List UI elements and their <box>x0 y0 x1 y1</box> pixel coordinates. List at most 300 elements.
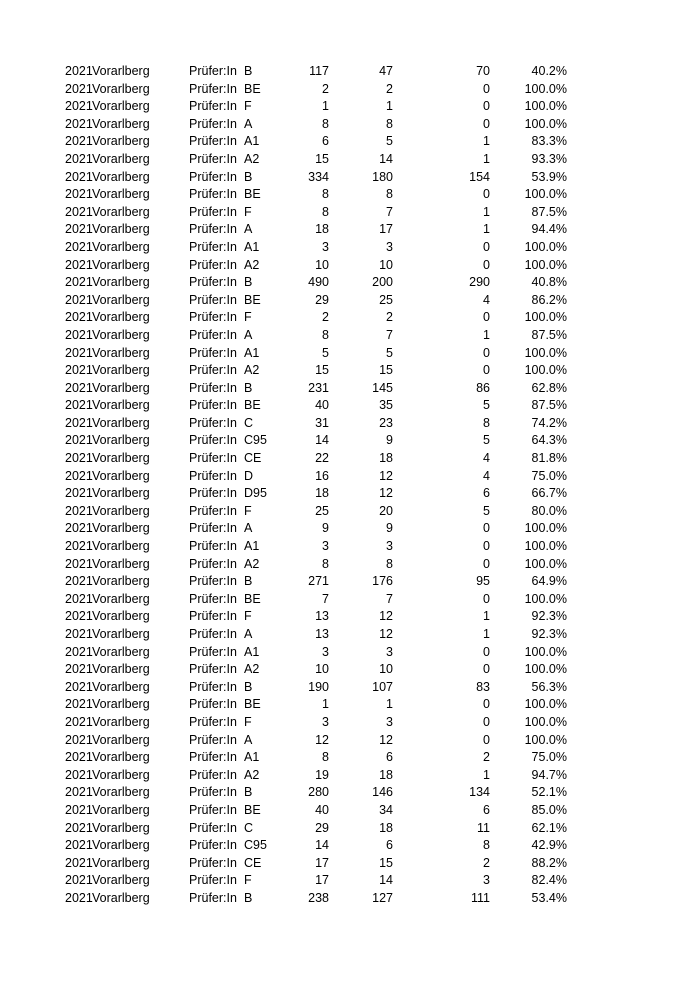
role-cell: Prüfer:In <box>189 239 237 254</box>
table-row <box>0 380 700 398</box>
table-row <box>0 221 700 239</box>
table-row <box>0 397 700 415</box>
failed-count-cell: 0 <box>483 81 490 96</box>
table-row <box>0 98 700 116</box>
license-class-cell: B <box>244 169 253 184</box>
passed-count-cell: 8 <box>386 556 393 571</box>
year-cell: 2021 <box>65 556 93 571</box>
year-cell: 2021 <box>65 486 93 501</box>
region-cell: Vorarlberg <box>92 486 150 501</box>
failed-count-cell: 86 <box>476 380 490 395</box>
license-class-cell: A1 <box>244 134 260 149</box>
total-count-cell: 8 <box>322 327 329 342</box>
year-cell: 2021 <box>65 81 93 96</box>
total-count-cell: 5 <box>322 345 329 360</box>
pass-rate-cell: 100.0% <box>524 81 567 96</box>
total-count-cell: 10 <box>315 662 329 677</box>
license-class-cell: C95 <box>244 838 267 853</box>
passed-count-cell: 145 <box>372 380 393 395</box>
table-row <box>0 802 700 820</box>
total-count-cell: 2 <box>322 310 329 325</box>
passed-count-cell: 7 <box>386 591 393 606</box>
total-count-cell: 17 <box>315 855 329 870</box>
year-cell: 2021 <box>65 468 93 483</box>
total-count-cell: 10 <box>315 257 329 272</box>
year-cell: 2021 <box>65 609 93 624</box>
role-cell: Prüfer:In <box>189 662 237 677</box>
license-class-cell: A2 <box>244 662 260 677</box>
year-cell: 2021 <box>65 697 93 712</box>
pass-rate-cell: 81.8% <box>531 451 567 466</box>
failed-count-cell: 0 <box>483 116 490 131</box>
total-count-cell: 15 <box>315 363 329 378</box>
total-count-cell: 8 <box>322 750 329 765</box>
year-cell: 2021 <box>65 838 93 853</box>
role-cell: Prüfer:In <box>189 767 237 782</box>
failed-count-cell: 111 <box>470 890 490 905</box>
role-cell: Prüfer:In <box>189 81 237 96</box>
pass-rate-cell: 100.0% <box>524 556 567 571</box>
failed-count-cell: 290 <box>469 275 490 290</box>
failed-count-cell: 1 <box>483 204 490 219</box>
license-class-cell: C <box>244 415 254 430</box>
license-class-cell: F <box>244 310 252 325</box>
total-count-cell: 40 <box>315 398 329 413</box>
license-class-cell: A2 <box>244 556 260 571</box>
pass-rate-cell: 100.0% <box>524 310 567 325</box>
year-cell: 2021 <box>65 644 93 659</box>
passed-count-cell: 15 <box>379 363 393 378</box>
region-cell: Vorarlberg <box>92 275 150 290</box>
license-class-cell: A1 <box>244 644 260 659</box>
passed-count-cell: 7 <box>386 327 393 342</box>
failed-count-cell: 6 <box>483 802 490 817</box>
passed-count-cell: 3 <box>386 714 393 729</box>
year-cell: 2021 <box>65 292 93 307</box>
license-class-cell: A1 <box>244 539 260 554</box>
region-cell: Vorarlberg <box>92 767 150 782</box>
total-count-cell: 3 <box>322 539 329 554</box>
year-cell: 2021 <box>65 732 93 747</box>
failed-count-cell: 0 <box>483 99 490 114</box>
license-class-cell: B <box>244 785 253 800</box>
role-cell: Prüfer:In <box>189 151 237 166</box>
year-cell: 2021 <box>65 345 93 360</box>
year-cell: 2021 <box>65 503 93 518</box>
pass-rate-cell: 100.0% <box>524 363 567 378</box>
total-count-cell: 490 <box>308 275 329 290</box>
total-count-cell: 117 <box>309 64 329 78</box>
region-cell: Vorarlberg <box>92 363 150 378</box>
total-count-cell: 8 <box>322 116 329 131</box>
table-row <box>0 644 700 662</box>
table-row <box>0 450 700 468</box>
pass-rate-cell: 80.0% <box>531 503 567 518</box>
region-cell: Vorarlberg <box>92 187 150 202</box>
passed-count-cell: 12 <box>379 468 393 483</box>
year-cell: 2021 <box>65 99 93 114</box>
total-count-cell: 31 <box>315 415 329 430</box>
table-row <box>0 63 700 81</box>
pass-rate-cell: 100.0% <box>524 591 567 606</box>
year-cell: 2021 <box>65 539 93 554</box>
passed-count-cell: 5 <box>386 345 393 360</box>
failed-count-cell: 0 <box>483 187 490 202</box>
table-row <box>0 538 700 556</box>
total-count-cell: 17 <box>315 873 329 888</box>
failed-count-cell: 0 <box>483 363 490 378</box>
table-row <box>0 186 700 204</box>
table-row <box>0 784 700 802</box>
table-row <box>0 257 700 275</box>
role-cell: Prüfer:In <box>189 275 237 290</box>
total-count-cell: 271 <box>308 574 329 589</box>
year-cell: 2021 <box>65 785 93 800</box>
pass-rate-cell: 86.2% <box>531 292 567 307</box>
pass-rate-cell: 40.2% <box>531 64 567 78</box>
pass-rate-cell: 53.9% <box>531 169 567 184</box>
table-row <box>0 415 700 433</box>
pass-rate-cell: 74.2% <box>531 415 567 430</box>
pass-rate-cell: 100.0% <box>524 714 567 729</box>
year-cell: 2021 <box>65 627 93 641</box>
total-count-cell: 40 <box>315 802 329 817</box>
role-cell: Prüfer:In <box>189 257 237 272</box>
total-count-cell: 8 <box>322 204 329 219</box>
license-class-cell: A <box>244 222 253 237</box>
role-cell: Prüfer:In <box>189 644 237 659</box>
license-class-cell: B <box>244 380 253 395</box>
region-cell: Vorarlberg <box>92 609 150 624</box>
failed-count-cell: 95 <box>476 574 490 589</box>
total-count-cell: 22 <box>315 451 329 466</box>
region-cell: Vorarlberg <box>92 327 150 342</box>
failed-count-cell: 0 <box>483 714 490 729</box>
role-cell: Prüfer:In <box>189 503 237 518</box>
region-cell: Vorarlberg <box>92 750 150 765</box>
passed-count-cell: 127 <box>372 890 393 905</box>
year-cell: 2021 <box>65 134 93 149</box>
year-cell: 2021 <box>65 380 93 395</box>
year-cell: 2021 <box>65 151 93 166</box>
total-count-cell: 1 <box>322 99 329 114</box>
total-count-cell: 15 <box>315 151 329 166</box>
region-cell: Vorarlberg <box>92 380 150 395</box>
pass-rate-cell: 92.3% <box>531 627 567 641</box>
pass-rate-cell: 100.0% <box>524 116 567 131</box>
table-row <box>0 485 700 503</box>
role-cell: Prüfer:In <box>189 714 237 729</box>
table-row <box>0 732 700 750</box>
failed-count-cell: 11 <box>477 820 490 835</box>
passed-count-cell: 25 <box>379 292 393 307</box>
failed-count-cell: 0 <box>483 239 490 254</box>
role-cell: Prüfer:In <box>189 591 237 606</box>
table-row <box>0 679 700 697</box>
total-count-cell: 13 <box>315 609 329 624</box>
year-cell: 2021 <box>65 310 93 325</box>
license-class-cell: A <box>244 116 253 131</box>
pass-rate-cell: 87.5% <box>531 398 567 413</box>
pass-rate-cell: 87.5% <box>531 204 567 219</box>
region-cell: Vorarlberg <box>92 556 150 571</box>
total-count-cell: 190 <box>308 679 329 694</box>
table-row <box>0 837 700 855</box>
license-class-cell: F <box>244 99 252 114</box>
pass-rate-cell: 100.0% <box>524 662 567 677</box>
passed-count-cell: 1 <box>386 697 393 712</box>
pass-rate-cell: 93.3% <box>531 151 567 166</box>
region-cell: Vorarlberg <box>92 64 150 78</box>
role-cell: Prüfer:In <box>189 64 237 78</box>
license-class-cell: BE <box>244 398 261 413</box>
region-cell: Vorarlberg <box>92 151 150 166</box>
role-cell: Prüfer:In <box>189 187 237 202</box>
pass-rate-cell: 100.0% <box>524 239 567 254</box>
passed-count-cell: 10 <box>379 662 393 677</box>
passed-count-cell: 18 <box>379 820 393 835</box>
year-cell: 2021 <box>65 591 93 606</box>
pass-rate-cell: 100.0% <box>524 539 567 554</box>
pass-rate-cell: 88.2% <box>531 855 567 870</box>
passed-count-cell: 5 <box>386 134 393 149</box>
passed-count-cell: 23 <box>379 415 393 430</box>
license-class-cell: A <box>244 627 253 641</box>
year-cell: 2021 <box>65 363 93 378</box>
pass-rate-cell: 100.0% <box>524 257 567 272</box>
role-cell: Prüfer:In <box>189 398 237 413</box>
total-count-cell: 7 <box>322 591 329 606</box>
failed-count-cell: 0 <box>483 521 490 536</box>
failed-count-cell: 1 <box>483 609 490 624</box>
table-row <box>0 327 700 345</box>
license-class-cell: CE <box>244 855 262 870</box>
passed-count-cell: 7 <box>386 204 393 219</box>
passed-count-cell: 35 <box>379 398 393 413</box>
region-cell: Vorarlberg <box>92 855 150 870</box>
passed-count-cell: 9 <box>386 433 393 448</box>
role-cell: Prüfer:In <box>189 204 237 219</box>
table-row <box>0 820 700 838</box>
table-row <box>0 362 700 380</box>
table-row <box>0 133 700 151</box>
license-class-cell: C95 <box>244 433 267 448</box>
role-cell: Prüfer:In <box>189 820 237 835</box>
passed-count-cell: 180 <box>372 169 393 184</box>
region-cell: Vorarlberg <box>92 81 150 96</box>
role-cell: Prüfer:In <box>189 873 237 888</box>
passed-count-cell: 176 <box>372 574 393 589</box>
passed-count-cell: 12 <box>379 627 393 641</box>
license-class-cell: BE <box>244 81 261 96</box>
failed-count-cell: 1 <box>483 327 490 342</box>
failed-count-cell: 3 <box>483 873 490 888</box>
role-cell: Prüfer:In <box>189 99 237 114</box>
region-cell: Vorarlberg <box>92 890 150 905</box>
table-row <box>0 696 700 714</box>
table-row <box>0 204 700 222</box>
total-count-cell: 6 <box>322 134 329 149</box>
pass-rate-cell: 66.7% <box>531 486 567 501</box>
pass-rate-cell: 92.3% <box>531 609 567 624</box>
passed-count-cell: 12 <box>379 486 393 501</box>
pass-rate-cell: 94.7% <box>531 767 567 782</box>
region-cell: Vorarlberg <box>92 398 150 413</box>
year-cell: 2021 <box>65 662 93 677</box>
data-table <box>0 63 700 908</box>
table-row <box>0 169 700 187</box>
role-cell: Prüfer:In <box>189 310 237 325</box>
role-cell: Prüfer:In <box>189 486 237 501</box>
total-count-cell: 3 <box>322 239 329 254</box>
year-cell: 2021 <box>65 327 93 342</box>
passed-count-cell: 200 <box>372 275 393 290</box>
role-cell: Prüfer:In <box>189 785 237 800</box>
role-cell: Prüfer:In <box>189 415 237 430</box>
role-cell: Prüfer:In <box>189 521 237 536</box>
total-count-cell: 8 <box>322 187 329 202</box>
failed-count-cell: 0 <box>483 345 490 360</box>
total-count-cell: 238 <box>308 890 329 905</box>
license-class-cell: BE <box>244 697 261 712</box>
table-row <box>0 767 700 785</box>
pass-rate-cell: 100.0% <box>524 99 567 114</box>
license-class-cell: B <box>244 574 253 589</box>
license-class-cell: A2 <box>244 151 260 166</box>
pass-rate-cell: 56.3% <box>531 679 567 694</box>
table-row <box>0 432 700 450</box>
year-cell: 2021 <box>65 116 93 131</box>
pass-rate-cell: 100.0% <box>524 345 567 360</box>
year-cell: 2021 <box>65 204 93 219</box>
region-cell: Vorarlberg <box>92 116 150 131</box>
year-cell: 2021 <box>65 398 93 413</box>
passed-count-cell: 34 <box>379 802 393 817</box>
region-cell: Vorarlberg <box>92 662 150 677</box>
failed-count-cell: 1 <box>483 134 490 149</box>
region-cell: Vorarlberg <box>92 415 150 430</box>
region-cell: Vorarlberg <box>92 134 150 149</box>
table-row <box>0 890 700 908</box>
total-count-cell: 29 <box>315 820 329 835</box>
failed-count-cell: 2 <box>483 750 490 765</box>
passed-count-cell: 2 <box>386 310 393 325</box>
license-class-cell: B <box>244 64 253 78</box>
role-cell: Prüfer:In <box>189 345 237 360</box>
pass-rate-cell: 100.0% <box>524 644 567 659</box>
pass-rate-cell: 75.0% <box>531 750 567 765</box>
passed-count-cell: 47 <box>379 64 393 78</box>
year-cell: 2021 <box>65 890 93 905</box>
total-count-cell: 13 <box>315 627 329 641</box>
failed-count-cell: 1 <box>483 222 490 237</box>
total-count-cell: 18 <box>315 222 329 237</box>
total-count-cell: 2 <box>322 81 329 96</box>
license-class-cell: F <box>244 609 252 624</box>
table-row <box>0 608 700 626</box>
table-row <box>0 626 700 644</box>
region-cell: Vorarlberg <box>92 785 150 800</box>
table-row <box>0 274 700 292</box>
license-class-cell: CE <box>244 451 262 466</box>
year-cell: 2021 <box>65 855 93 870</box>
failed-count-cell: 0 <box>483 257 490 272</box>
region-cell: Vorarlberg <box>92 521 150 536</box>
license-class-cell: F <box>244 503 252 518</box>
passed-count-cell: 1 <box>386 99 393 114</box>
role-cell: Prüfer:In <box>189 327 237 342</box>
passed-count-cell: 18 <box>379 451 393 466</box>
region-cell: Vorarlberg <box>92 838 150 853</box>
total-count-cell: 9 <box>322 521 329 536</box>
failed-count-cell: 0 <box>483 591 490 606</box>
total-count-cell: 14 <box>315 433 329 448</box>
passed-count-cell: 15 <box>379 855 393 870</box>
table-row <box>0 239 700 257</box>
pass-rate-cell: 100.0% <box>524 732 567 747</box>
table-row <box>0 151 700 169</box>
pass-rate-cell: 87.5% <box>531 327 567 342</box>
license-class-cell: BE <box>244 187 261 202</box>
pass-rate-cell: 53.4% <box>531 890 567 905</box>
region-cell: Vorarlberg <box>92 257 150 272</box>
role-cell: Prüfer:In <box>189 627 237 641</box>
region-cell: Vorarlberg <box>92 714 150 729</box>
passed-count-cell: 2 <box>386 81 393 96</box>
table-row <box>0 573 700 591</box>
region-cell: Vorarlberg <box>92 503 150 518</box>
year-cell: 2021 <box>65 433 93 448</box>
table-row <box>0 872 700 890</box>
passed-count-cell: 14 <box>379 151 393 166</box>
role-cell: Prüfer:In <box>189 679 237 694</box>
region-cell: Vorarlberg <box>92 627 150 641</box>
license-class-cell: A <box>244 327 253 342</box>
table-row <box>0 661 700 679</box>
role-cell: Prüfer:In <box>189 750 237 765</box>
role-cell: Prüfer:In <box>189 433 237 448</box>
role-cell: Prüfer:In <box>189 574 237 589</box>
total-count-cell: 1 <box>322 697 329 712</box>
year-cell: 2021 <box>65 451 93 466</box>
license-class-cell: F <box>244 873 252 888</box>
license-class-cell: BE <box>244 591 261 606</box>
region-cell: Vorarlberg <box>92 204 150 219</box>
region-cell: Vorarlberg <box>92 310 150 325</box>
passed-count-cell: 8 <box>386 187 393 202</box>
failed-count-cell: 4 <box>483 451 490 466</box>
role-cell: Prüfer:In <box>189 802 237 817</box>
total-count-cell: 3 <box>322 644 329 659</box>
year-cell: 2021 <box>65 574 93 589</box>
passed-count-cell: 12 <box>379 609 393 624</box>
passed-count-cell: 3 <box>386 644 393 659</box>
failed-count-cell: 0 <box>483 644 490 659</box>
total-count-cell: 334 <box>308 169 329 184</box>
pass-rate-cell: 75.0% <box>531 468 567 483</box>
license-class-cell: B <box>244 679 253 694</box>
total-count-cell: 12 <box>315 732 329 747</box>
region-cell: Vorarlberg <box>92 169 150 184</box>
pass-rate-cell: 83.3% <box>531 134 567 149</box>
license-class-cell: D <box>244 468 254 483</box>
year-cell: 2021 <box>65 169 93 184</box>
role-cell: Prüfer:In <box>189 855 237 870</box>
failed-count-cell: 154 <box>469 169 490 184</box>
year-cell: 2021 <box>65 64 93 78</box>
failed-count-cell: 5 <box>483 398 490 413</box>
failed-count-cell: 1 <box>483 627 490 641</box>
